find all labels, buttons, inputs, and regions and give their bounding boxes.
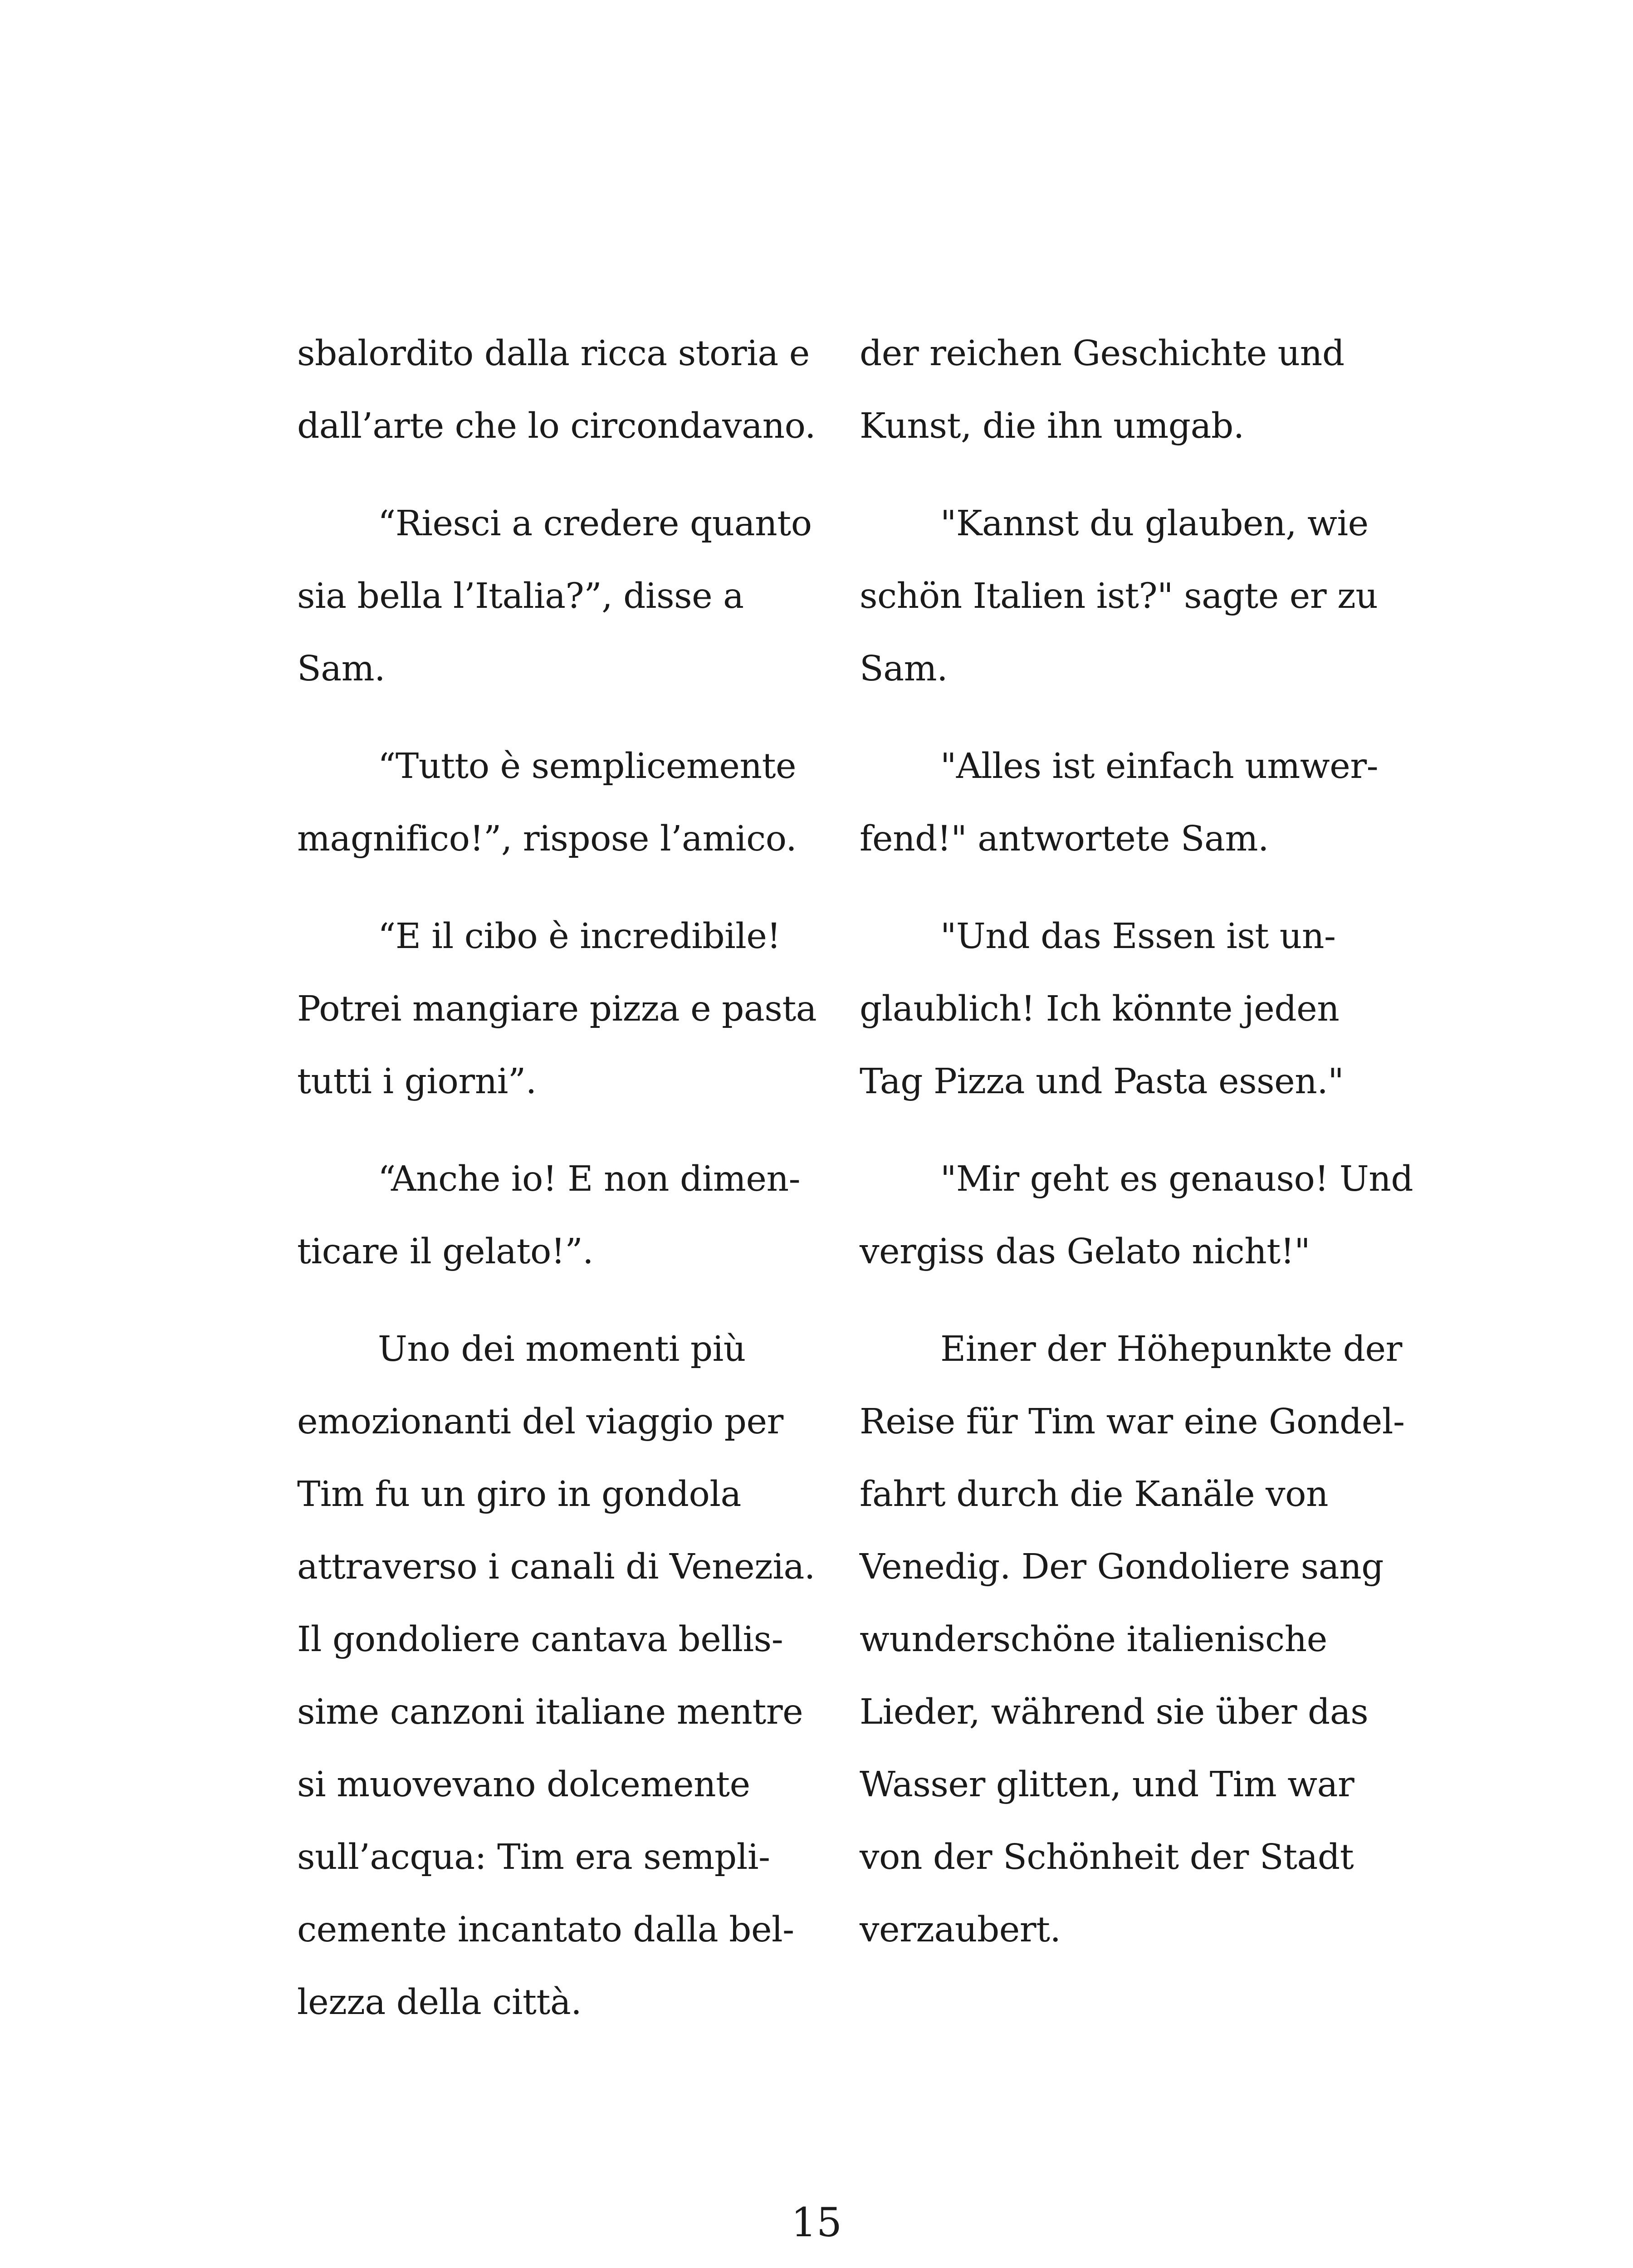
text-line: sbalordito dalla ricca storia e — [297, 333, 810, 374]
bat-icon — [767, 2263, 939, 2268]
german-text-column — [860, 0, 1431, 2041]
text-line: glaublich! Ich könnte jeden — [860, 989, 1340, 1029]
text-line: "Und das Essen ist un- — [940, 916, 1336, 957]
text-line: “Tutto è semplicemente — [378, 746, 797, 787]
text-line: sia bella l’Italia?”, disse a — [297, 576, 744, 616]
text-line: Potrei mangiare pizza e pasta — [297, 989, 817, 1029]
text-line: "Kannst du glauben, wie — [940, 503, 1369, 544]
text-line: si muovevano dolcemente — [297, 1765, 750, 1805]
text-line: Tim fu un giro in gondola — [297, 1474, 741, 1515]
text-line: Einer der Höhepunkte der — [940, 1329, 1402, 1369]
text-line: magnifico!”, rispose l’amico. — [297, 819, 797, 859]
text-line: Venedig. Der Gondoliere sang — [860, 1547, 1384, 1587]
text-line: von der Schönheit der Stadt — [860, 1837, 1354, 1877]
text-line: dall’arte che lo circondavano. — [297, 406, 816, 446]
text-line: Il gondoliere cantava bellis- — [297, 1619, 783, 1660]
text-line: "Alles ist einfach umwer- — [940, 746, 1379, 787]
text-line: verzaubert. — [860, 1910, 1061, 1950]
text-line: sull’acqua: Tim era sempli- — [297, 1837, 770, 1877]
text-line: cemente incantato dalla bel- — [297, 1910, 794, 1950]
text-line: sime canzoni italiane mentre — [297, 1692, 803, 1732]
text-line: wunderschöne italienische — [860, 1619, 1327, 1660]
text-line: attraverso i canali di Venezia. — [297, 1547, 815, 1587]
text-line: Reise für Tim war eine Gondel- — [860, 1402, 1405, 1442]
text-line: ticare il gelato!”. — [297, 1232, 594, 1272]
text-line: fahrt durch die Kanäle von — [860, 1474, 1329, 1515]
text-line: schön Italien ist?" sagte er zu — [860, 576, 1378, 616]
text-line: fend!" antwortete Sam. — [860, 819, 1269, 859]
text-line: vergiss das Gelato nicht!" — [860, 1232, 1310, 1272]
text-line: “E il cibo è incredibile! — [378, 916, 781, 957]
text-line: Lieder, während sie über das — [860, 1692, 1369, 1732]
text-line: lezza della città. — [297, 1982, 582, 2023]
text-line: “Riesci a credere quanto — [378, 503, 812, 544]
text-line: Kunst, die ihn umgab. — [860, 406, 1244, 446]
text-line: emozionanti del viaggio per — [297, 1402, 783, 1442]
text-line: Tag Pizza und Pasta essen." — [860, 1061, 1344, 1102]
text-line: tutti i giorni”. — [297, 1061, 537, 1102]
text-line: Wasser glitten, und Tim war — [860, 1765, 1354, 1805]
italian-text-column — [297, 0, 832, 2041]
text-line: “Anche io! E non dimen- — [378, 1159, 801, 1199]
text-line: Sam. — [860, 649, 948, 689]
text-line: Sam. — [297, 649, 386, 689]
page-number: 15 — [791, 2199, 842, 2246]
text-line: Uno dei momenti più — [378, 1329, 746, 1369]
text-line: der reichen Geschichte und — [860, 333, 1345, 374]
text-line: "Mir geht es genauso! Und — [940, 1159, 1413, 1199]
